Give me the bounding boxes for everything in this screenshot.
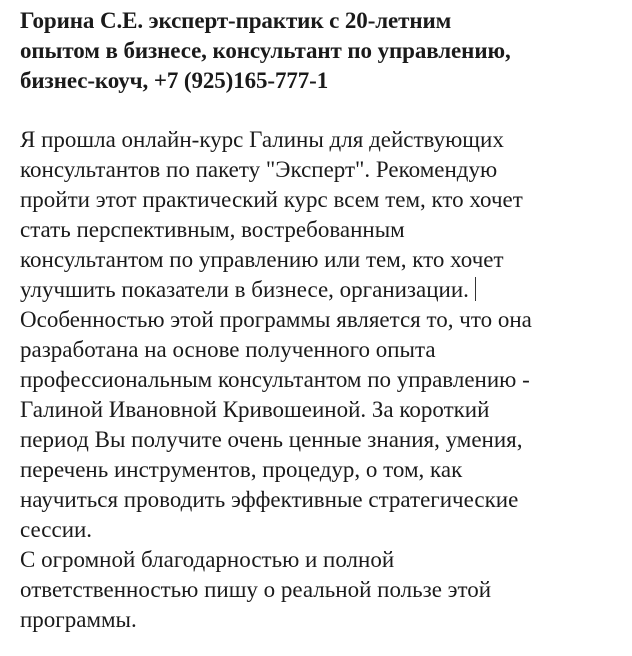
- review-line: консультантов по пакету "Эксперт". Рекомендую: [20, 157, 498, 182]
- review-line: С огромной благодарностью и полной: [20, 547, 395, 572]
- heading-line: бизнес-коуч, +7 (925)165-777-1: [20, 68, 329, 93]
- review-line: перечень инструментов, процедур, о том, как: [20, 457, 463, 482]
- review-text[interactable]: [20, 125, 620, 635]
- review-line: период Вы получите очень ценные знания, умения,: [20, 427, 523, 452]
- review-line: пройти этот практический курс всем тем, кто хочет: [20, 187, 523, 212]
- review-line: консультантом по управлению или тем, кто хочет: [20, 247, 504, 272]
- review-line: Особенностью этой программы является то, что она: [20, 307, 532, 332]
- review-line: разработана на основе полученного опыта: [20, 337, 436, 362]
- review-line: Галиной Ивановной Кривошеиной. За короткий: [20, 397, 490, 422]
- review-line: ответственностью пишу о реальной пользе этой: [20, 577, 492, 602]
- review-line: профессиональным консультантом по управлению -: [20, 367, 530, 392]
- text-cursor: [475, 277, 476, 301]
- review-line: программы.: [20, 607, 137, 632]
- author-heading: [20, 6, 620, 96]
- review-line: Я прошла онлайн-курс Галины для действующих: [20, 127, 504, 152]
- review-line-text: улучшить показатели в бизнесе, организации.: [20, 277, 469, 302]
- review-line: научиться проводить эффективные стратегические: [20, 487, 519, 512]
- heading-line: опытом в бизнесе, консультант по управлению,: [20, 38, 511, 63]
- review-line: стать перспективным, востребованным: [20, 217, 405, 242]
- review-line: сессии.: [20, 517, 93, 542]
- heading-line: Горина С.Е. эксперт-практик с 20-летним: [20, 8, 452, 33]
- testimonial-document: [20, 6, 620, 635]
- review-line: [20, 275, 620, 305]
